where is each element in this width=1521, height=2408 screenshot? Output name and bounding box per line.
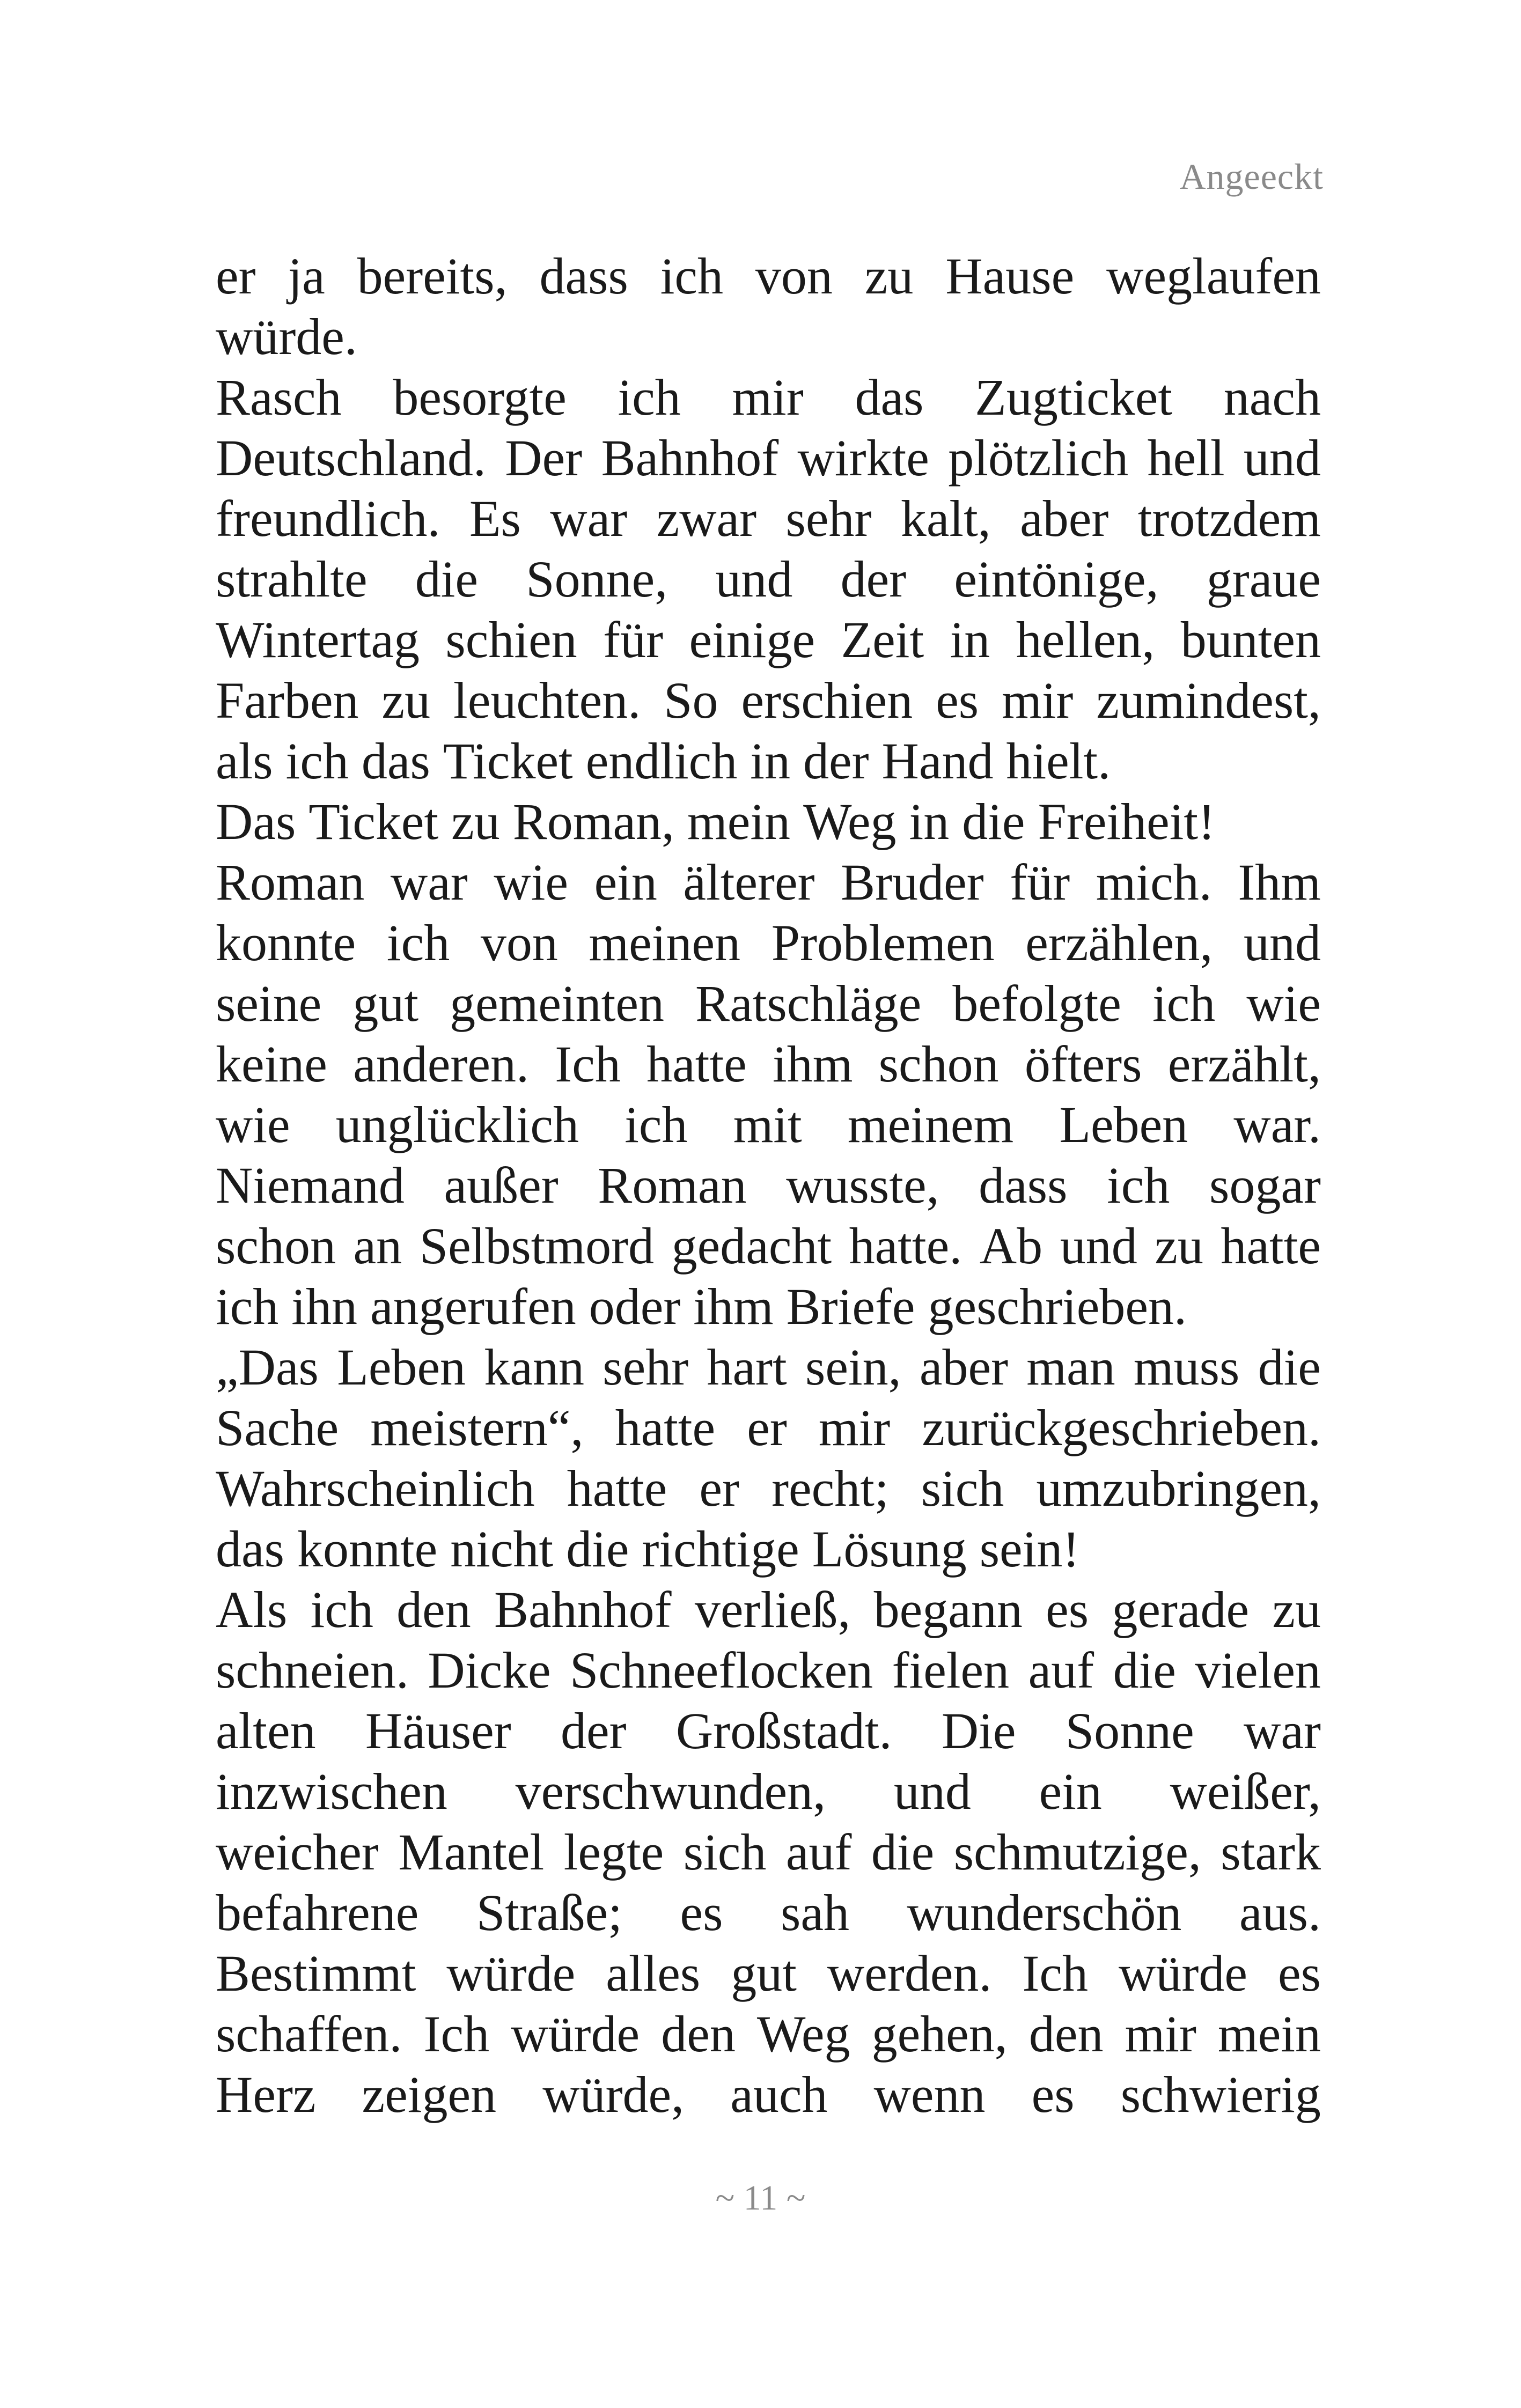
word: aber xyxy=(919,1338,1009,1396)
word: Großstadt. xyxy=(675,1702,892,1759)
word: Ich xyxy=(555,1035,621,1093)
word: die xyxy=(415,550,479,608)
word: man xyxy=(1026,1338,1115,1396)
word: erzählen, xyxy=(1025,914,1213,971)
word: Dicke xyxy=(428,1641,551,1699)
word: und xyxy=(1243,429,1321,487)
word: dass xyxy=(539,247,628,305)
word: So xyxy=(664,672,718,729)
text-line xyxy=(216,1094,1321,1155)
word: mir xyxy=(732,369,804,426)
word: mir xyxy=(1002,672,1074,729)
word: an xyxy=(353,1217,402,1275)
word: zu xyxy=(381,672,431,729)
word: mein xyxy=(687,793,790,850)
word: Roman xyxy=(598,1157,747,1214)
word: schon xyxy=(878,1035,999,1093)
text-line xyxy=(216,1155,1321,1216)
word: Ihm xyxy=(1238,853,1321,911)
word: fielen xyxy=(892,1641,1010,1699)
word: alles xyxy=(606,1945,701,2002)
word: plötzlich xyxy=(948,429,1129,487)
word: seine xyxy=(216,975,322,1032)
word: Briefe xyxy=(786,1278,915,1335)
word: richtige xyxy=(642,1520,799,1578)
text-line xyxy=(216,367,1321,428)
page-number: ~ 11 ~ xyxy=(715,2178,806,2218)
word: verschwunden, xyxy=(515,1763,826,1820)
text-line xyxy=(216,670,1321,731)
word: in xyxy=(750,732,790,790)
word: Roman, xyxy=(512,793,675,850)
word: das xyxy=(361,732,430,790)
word: weicher xyxy=(216,1823,379,1881)
text-line xyxy=(216,609,1321,670)
word: mich. xyxy=(1096,853,1212,911)
text-line xyxy=(216,1700,1321,1761)
word: in xyxy=(909,793,950,850)
text-line xyxy=(216,1034,1321,1094)
word: Weg xyxy=(803,793,897,850)
word: unglücklich xyxy=(335,1096,579,1153)
word: einige xyxy=(689,611,815,668)
word: schmutzige, xyxy=(953,1823,1201,1881)
text-line xyxy=(216,428,1321,488)
text-line xyxy=(216,306,1321,367)
word: Zugticket xyxy=(975,369,1173,426)
word: hellen, xyxy=(1016,611,1155,668)
word: von xyxy=(755,247,833,305)
text-line xyxy=(216,852,1321,912)
word: inzwischen xyxy=(216,1763,447,1820)
word: den xyxy=(661,2005,736,2063)
word: der xyxy=(561,1702,627,1759)
word: zumindest, xyxy=(1096,672,1321,729)
word: würde xyxy=(1119,1945,1247,2002)
word: würde, xyxy=(542,2066,685,2123)
word: Freiheit! xyxy=(1038,793,1216,850)
word: hatte xyxy=(567,1460,667,1517)
word: für xyxy=(1010,853,1070,911)
word: zu xyxy=(1272,1581,1321,1638)
text-line xyxy=(216,1458,1321,1519)
word: Leben xyxy=(1059,1096,1188,1153)
word: ich xyxy=(386,914,450,971)
word: zu xyxy=(451,793,500,850)
word: Häuser xyxy=(365,1702,511,1759)
word: Mantel xyxy=(398,1823,545,1881)
text-line xyxy=(216,2064,1321,2125)
word: muss xyxy=(1133,1338,1240,1396)
word: es xyxy=(680,1884,723,1941)
text-line xyxy=(216,973,1321,1034)
text-line xyxy=(216,1397,1321,1458)
word: war xyxy=(1244,1702,1321,1759)
word: freundlich. xyxy=(216,490,440,547)
word: von xyxy=(480,914,558,971)
word: wunderschön xyxy=(907,1884,1182,1941)
word: bereits, xyxy=(357,247,508,305)
word: Bahnhof xyxy=(494,1581,672,1638)
word: ich xyxy=(618,369,681,426)
text-line xyxy=(216,1882,1321,1943)
word: Als xyxy=(216,1581,288,1638)
word: die xyxy=(962,793,1025,850)
word: hatte xyxy=(615,1399,716,1456)
word: geschrieben. xyxy=(928,1278,1187,1335)
word: gut xyxy=(352,975,419,1032)
word: es xyxy=(1277,1945,1321,2002)
text-line xyxy=(216,1943,1321,2004)
word: es xyxy=(1031,2066,1075,2123)
word: ich xyxy=(1152,975,1216,1032)
word: wusste, xyxy=(786,1157,939,1214)
word: sehr xyxy=(602,1338,689,1396)
word: keine xyxy=(216,1035,327,1093)
word: Deutschland. xyxy=(216,429,486,487)
word: sah xyxy=(781,1884,849,1941)
word: befahrene xyxy=(216,1884,419,1941)
word: zeigen xyxy=(362,2066,497,2123)
word: wenn xyxy=(873,2066,986,2123)
word: aber xyxy=(1020,490,1109,547)
text-line xyxy=(216,549,1321,609)
word: Herz xyxy=(216,2066,316,2123)
word: Rasch xyxy=(216,369,342,426)
word: gemeinten xyxy=(450,975,664,1032)
word: ein xyxy=(594,853,657,911)
word: Schneeflocken xyxy=(570,1641,873,1699)
text-line xyxy=(216,1640,1321,1700)
word: den xyxy=(1028,2005,1104,2063)
text-line xyxy=(216,1276,1321,1337)
word: auf xyxy=(785,1823,852,1881)
word: mir xyxy=(1125,2005,1196,2063)
word: Ratschläge xyxy=(695,975,922,1032)
word: zwar xyxy=(656,490,757,547)
word: Niemand xyxy=(216,1157,405,1214)
word: Die xyxy=(941,1702,1016,1759)
word: weglaufen xyxy=(1106,247,1321,305)
word: oder xyxy=(589,1278,681,1335)
running-header: Angeeckt xyxy=(1179,156,1324,197)
word: leuchten. xyxy=(453,672,641,729)
word: die xyxy=(566,1520,629,1578)
word: war. xyxy=(1233,1096,1321,1153)
word: ich xyxy=(624,1096,688,1153)
word: schneien. xyxy=(216,1641,409,1699)
word: nach xyxy=(1223,369,1321,426)
word: den xyxy=(396,1581,471,1638)
word: begann xyxy=(873,1581,1023,1638)
word: stark xyxy=(1221,1823,1321,1881)
word: Farben xyxy=(216,672,359,729)
word: zurückgeschrieben. xyxy=(922,1399,1321,1456)
word: schon xyxy=(216,1217,336,1275)
word: Bestimmt xyxy=(216,1945,416,2002)
word: eintönige, xyxy=(954,550,1159,608)
text-line xyxy=(216,2004,1321,2064)
word: wie xyxy=(494,853,568,911)
word: auf xyxy=(1028,1641,1094,1699)
text-line xyxy=(216,1761,1321,1822)
word: zu xyxy=(864,247,914,305)
word: das xyxy=(855,369,924,426)
word: verließ, xyxy=(694,1581,851,1638)
text-line xyxy=(216,731,1321,791)
word: würde. xyxy=(216,308,357,365)
word: trotzdem xyxy=(1137,490,1321,547)
word: Es xyxy=(469,490,521,547)
word: zu xyxy=(1155,1217,1203,1275)
word: Der xyxy=(505,429,583,487)
word: hell xyxy=(1147,429,1225,487)
word: die xyxy=(1258,1338,1321,1396)
word: gerade xyxy=(1112,1581,1250,1638)
word: sich xyxy=(683,1823,767,1881)
word: Roman xyxy=(216,853,365,911)
word: strahlte xyxy=(216,550,368,608)
word: und xyxy=(893,1763,971,1820)
word: wirkte xyxy=(797,429,929,487)
word: schaffen. xyxy=(216,2005,402,2063)
word: kann xyxy=(484,1338,584,1396)
word: in xyxy=(950,611,990,668)
word: sein, xyxy=(805,1338,901,1396)
word: und xyxy=(715,550,793,608)
text-line xyxy=(216,1337,1321,1397)
word: es xyxy=(936,672,979,729)
word: und xyxy=(1243,914,1321,971)
word: erzählt, xyxy=(1167,1035,1321,1093)
word: ich xyxy=(216,1278,279,1335)
word: konnte xyxy=(216,914,356,971)
text-line xyxy=(216,912,1321,973)
word: Das xyxy=(216,793,296,850)
word: Ticket xyxy=(308,793,439,850)
word: als xyxy=(216,732,273,790)
word: war xyxy=(550,490,628,547)
word: erschien xyxy=(741,672,913,729)
word: ich xyxy=(1107,1157,1170,1214)
word: meinen xyxy=(589,914,741,971)
text-line xyxy=(216,1822,1321,1882)
word: recht; xyxy=(771,1460,889,1517)
word: sehr xyxy=(785,490,872,547)
word: angerufen xyxy=(370,1278,576,1335)
word: ich xyxy=(285,732,349,790)
word: sogar xyxy=(1209,1157,1321,1214)
word: werden. xyxy=(827,1945,992,2002)
word: schien xyxy=(445,611,577,668)
word: endlich xyxy=(585,732,738,790)
word: „Das xyxy=(216,1338,319,1396)
word: schwierig xyxy=(1120,2066,1321,2123)
word: die xyxy=(871,1823,935,1881)
word: bunten xyxy=(1180,611,1321,668)
word: er xyxy=(747,1399,787,1456)
word: ich xyxy=(310,1581,373,1638)
word: alten xyxy=(216,1702,316,1759)
word: Weg xyxy=(756,2005,850,2063)
text-line xyxy=(216,488,1321,549)
word: Zeit xyxy=(841,611,924,668)
word: umzubringen, xyxy=(1036,1460,1321,1517)
word: Leben xyxy=(337,1338,466,1396)
word: er xyxy=(699,1460,739,1517)
text-line xyxy=(216,246,1321,306)
word: Ab xyxy=(979,1217,1043,1275)
word: Sache xyxy=(216,1399,339,1456)
word: wie xyxy=(216,1096,290,1153)
word: mit xyxy=(733,1096,802,1153)
word: Wintertag xyxy=(216,611,420,668)
word: vielen xyxy=(1195,1641,1321,1699)
word: würde xyxy=(511,2005,640,2063)
word: Ticket xyxy=(443,732,573,790)
word: Sonne, xyxy=(526,550,668,608)
word: mir xyxy=(818,1399,891,1456)
word: meinem xyxy=(847,1096,1014,1153)
word: hielt. xyxy=(1006,732,1111,790)
word: Hause xyxy=(945,247,1075,305)
word: legte xyxy=(563,1823,664,1881)
word: Wahrscheinlich xyxy=(216,1460,535,1517)
word: ja xyxy=(288,247,325,305)
word: gehen, xyxy=(871,2005,1008,2063)
word: für xyxy=(603,611,664,668)
word: war xyxy=(390,853,468,911)
word: mein xyxy=(1218,2005,1321,2063)
word: Bruder xyxy=(841,853,984,911)
word: die xyxy=(1113,1641,1176,1699)
word: Straße; xyxy=(476,1884,622,1941)
word: er xyxy=(216,247,256,305)
word: hatte xyxy=(1221,1217,1321,1275)
word: gut xyxy=(731,1945,797,2002)
word: besorgte xyxy=(393,369,567,426)
word: außer xyxy=(444,1157,559,1214)
word: der xyxy=(803,732,869,790)
body-text xyxy=(216,246,1321,2125)
word: sein! xyxy=(979,1520,1080,1578)
word: hatte. xyxy=(849,1217,962,1275)
word: weißer, xyxy=(1170,1763,1321,1820)
word: öfters xyxy=(1024,1035,1142,1093)
word: ihm xyxy=(693,1278,774,1335)
word: Sonne xyxy=(1065,1702,1194,1759)
word: hart xyxy=(707,1338,787,1396)
word: Ich xyxy=(1022,1945,1089,2002)
word: ihn xyxy=(291,1278,357,1335)
word: Lösung xyxy=(812,1520,967,1578)
text-line xyxy=(216,1579,1321,1640)
word: Problemen xyxy=(771,914,995,971)
word: anderen. xyxy=(353,1035,529,1093)
word: und xyxy=(1060,1217,1137,1275)
word: ich xyxy=(660,247,723,305)
word: würde xyxy=(446,1945,576,2002)
word: graue xyxy=(1206,550,1321,608)
word: dass xyxy=(979,1157,1068,1214)
word: älterer xyxy=(683,853,815,911)
word: sich xyxy=(921,1460,1004,1517)
word: kalt, xyxy=(900,490,991,547)
word: aus. xyxy=(1239,1884,1321,1941)
word: der xyxy=(840,550,907,608)
text-line xyxy=(216,791,1321,852)
word: konnte xyxy=(297,1520,438,1578)
word: auch xyxy=(730,2066,828,2123)
word: Ich xyxy=(423,2005,490,2063)
word: Selbstmord xyxy=(419,1217,655,1275)
word: meistern“, xyxy=(370,1399,584,1456)
word: Bahnhof xyxy=(601,429,779,487)
word: es xyxy=(1046,1581,1089,1638)
word: Hand xyxy=(881,732,994,790)
text-line xyxy=(216,1519,1321,1579)
word: ein xyxy=(1039,1763,1102,1820)
text-line xyxy=(216,1216,1321,1276)
word: nicht xyxy=(450,1520,554,1578)
word: ihm xyxy=(773,1035,853,1093)
word: gedacht xyxy=(671,1217,832,1275)
word: das xyxy=(216,1520,284,1578)
word: hatte xyxy=(646,1035,747,1093)
word: befolgte xyxy=(952,975,1121,1032)
word: wie xyxy=(1246,975,1321,1032)
